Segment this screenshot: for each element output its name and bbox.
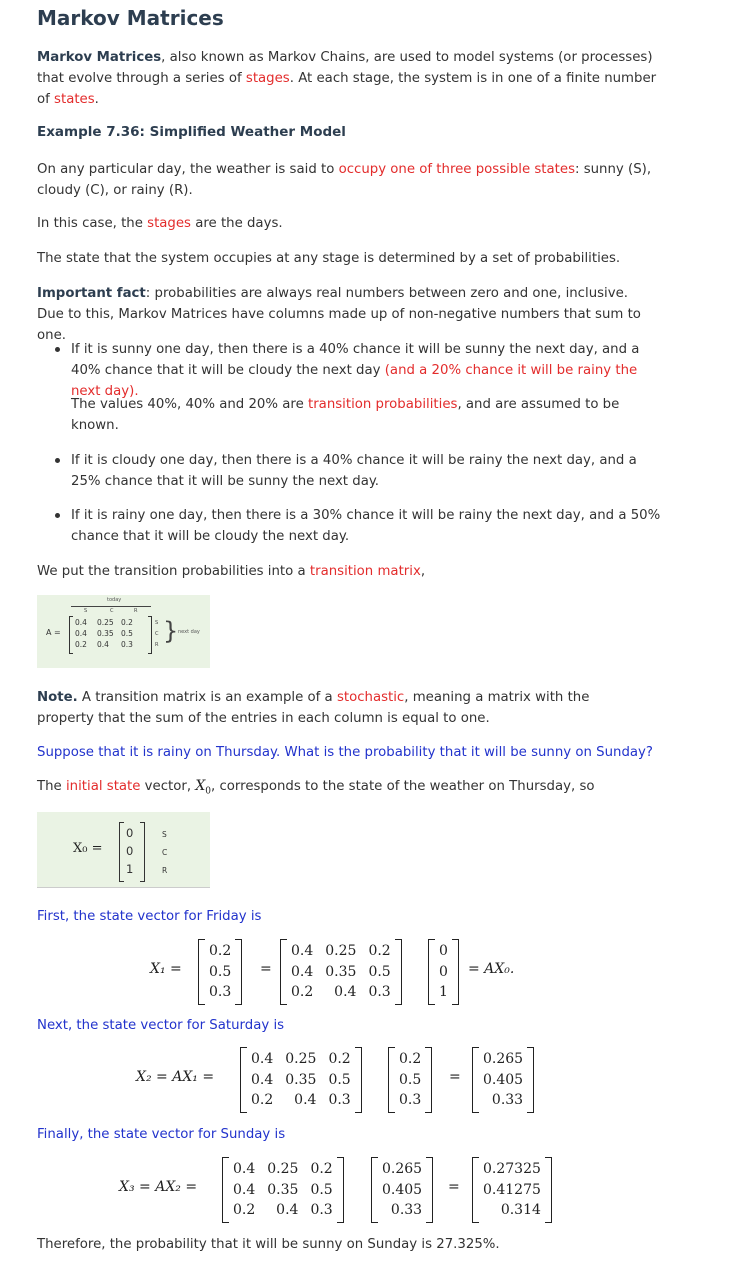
bullet-rainy: If it is rainy one day, then there is a 30% chance it will be rainy the next day, and a 50% chance that it will be cloudy the next day.: [71, 508, 661, 544]
col-label-s: S: [84, 608, 88, 614]
matrix-cell: 0.2: [233, 1202, 256, 1218]
friday-result-vector: [198, 939, 242, 1005]
bullet-marker: [55, 513, 60, 518]
right-bracket: [148, 616, 152, 654]
matrix-cell: 0.2: [121, 618, 133, 627]
saturday-transition-matrix: [240, 1047, 362, 1113]
initial-state-image: [37, 812, 210, 888]
p6-text: The: [37, 779, 66, 794]
x0-symbol: X: [195, 778, 206, 794]
intro-paragraph: [37, 47, 657, 110]
intro-text-3: .: [94, 92, 99, 107]
vector-cell: 0.265: [382, 1161, 423, 1177]
p5-text: We put the transition probabilities into a: [37, 564, 310, 579]
example-heading: Example 7.36: Simplified Weather Model: [37, 124, 346, 140]
initial-state-paragraph: [37, 776, 595, 803]
matrix-cell: 0.35: [267, 1181, 299, 1198]
stochastic-note: [37, 687, 637, 729]
vector-cell: 1: [439, 984, 448, 1000]
vector-cell: 0: [439, 943, 448, 959]
x0-labels: [162, 826, 167, 880]
vector-cell: 0.33: [491, 1092, 524, 1108]
vector-cell: 0.41275: [483, 1181, 541, 1198]
vector-cell: 0.27325: [483, 1161, 541, 1177]
link-transition-matrix[interactable]: transition matrix: [309, 564, 421, 579]
link-stages-2[interactable]: stages: [147, 216, 191, 231]
matrix-cell: 0.4: [334, 984, 357, 1000]
transition-matrix-paragraph: [37, 561, 425, 582]
stages-paragraph: [37, 213, 283, 234]
question-text: Suppose that it is rainy on Thursday. What is the probability that it will be sunny on Sunday?: [37, 745, 653, 760]
friday-tail: = AX₀.: [468, 961, 515, 977]
weather-states-paragraph: [37, 159, 657, 201]
row-label-s: S: [155, 620, 159, 626]
today-brace: [71, 606, 151, 607]
x0-label: R: [162, 866, 168, 875]
sunday-equals: =: [448, 1179, 460, 1195]
matrix-cell: 0.35: [325, 963, 357, 980]
sunday-result-vector: [472, 1157, 552, 1223]
col-label-r: R: [134, 608, 138, 614]
transition-probabilities-note: [71, 394, 641, 436]
vector-cell: 0.33: [390, 1202, 423, 1218]
important-fact-label: Important fact: [37, 286, 146, 301]
x0-subscript: 0: [205, 786, 212, 797]
left-bracket: [69, 616, 73, 654]
vector-cell: 0.405: [382, 1181, 423, 1198]
x0-right-bracket: [140, 822, 145, 882]
matrix-cell: 0.5: [368, 963, 391, 980]
page-title: Markov Matrices: [37, 6, 224, 30]
matrix-a-label: A =: [46, 628, 61, 637]
sunday-state-vector: [371, 1157, 433, 1223]
p1-text: On any particular day, the weather is said to: [37, 162, 339, 177]
p2-text-2: are the days.: [190, 216, 283, 231]
next-day-brace: }: [163, 617, 179, 645]
probabilities-paragraph: The state that the system occupies at any stage is determined by a set of probabilities.: [37, 251, 621, 266]
vector-cell: 0: [439, 963, 448, 980]
col-label-c: C: [110, 608, 114, 614]
bullet-cloudy: If it is cloudy one day, then there is a 40% chance it will be rainy the next day, and a 25% chance that it will be sunny the next day.: [71, 453, 637, 489]
matrix-cell: 0.25: [267, 1161, 299, 1177]
link-states[interactable]: states: [54, 92, 95, 107]
intro-term: Markov Matrices: [37, 50, 162, 65]
x0-label: C: [162, 848, 168, 857]
note-text-2: , and are assumed to be known.: [71, 397, 620, 433]
x0-lhs: X₀ =: [73, 841, 103, 856]
matrix-cell: 0.4: [251, 1051, 274, 1067]
saturday-lhs: X₂ = AX₁ =: [136, 1069, 215, 1085]
matrix-cell: 0.3: [121, 640, 133, 649]
bullet-marker: [55, 458, 60, 463]
saturday-result-vector: [472, 1047, 534, 1113]
matrix-cell: 0.2: [368, 943, 391, 959]
x0-value: 0: [126, 826, 134, 840]
matrix-cell: 0.3: [310, 1202, 333, 1218]
p2-text: In this case, the: [37, 216, 148, 231]
matrix-cell: 0.2: [75, 640, 87, 649]
sunday-label: Finally, the state vector for Sunday is: [37, 1127, 286, 1142]
link-rainy-chance[interactable]: (and a 20% chance it will be rainy the next day).: [71, 363, 638, 399]
intro-text-2: . At each stage, the system is in one of a finite number of: [37, 71, 657, 107]
p1-text-2: : sunny (S), cloudy (C), or rainy (R).: [37, 162, 652, 198]
row-labels: [155, 618, 159, 651]
matrix-cell: 0.2: [328, 1051, 351, 1067]
transition-matrix-image: [37, 595, 210, 668]
x0-value: 1: [126, 862, 134, 876]
stochastic-text: A transition matrix is an example of a: [77, 690, 337, 705]
friday-state-vector: [428, 939, 459, 1005]
friday-transition-matrix: [280, 939, 402, 1005]
link-occupy-states[interactable]: occupy one of three possible states: [338, 162, 575, 177]
matrix-cell: 0.35: [97, 629, 114, 638]
saturday-state-vector: [388, 1047, 432, 1113]
matrix-cell: 0.25: [325, 943, 357, 959]
vector-cell: 0.2: [209, 943, 232, 959]
important-fact-text: : probabilities are always real numbers between zero and one, inclusive. Due to this, Markov Matrices have columns made up of non-negative numbers that sum to one.: [37, 286, 641, 343]
sunday-lhs: X₃ = AX₂ =: [119, 1179, 198, 1195]
friday-lhs: X₁ =: [150, 961, 182, 977]
row-label-r: R: [155, 642, 159, 648]
bullet-sunny: [71, 339, 661, 402]
matrix-cell: 0.4: [75, 629, 87, 638]
link-initial-state[interactable]: initial state: [65, 779, 141, 794]
intro-text: , also known as Markov Chains, are used to model systems (or processes) that evolve through a series of: [37, 50, 653, 86]
link-stages[interactable]: stages: [245, 71, 290, 86]
stochastic-text-2: , meaning a matrix with the property that the sum of the entries in each column is equal to one.: [37, 690, 590, 726]
matrix-cell: 0.35: [285, 1071, 317, 1088]
row-label-c: C: [155, 631, 159, 637]
vector-cell: 0.405: [483, 1071, 524, 1088]
bullet-marker: [55, 347, 60, 352]
conclusion-text: Therefore, the probability that it will be sunny on Sunday is 27.325%.: [37, 1237, 500, 1252]
matrix-cell: 0.3: [328, 1092, 351, 1108]
matrix-cell: 0.4: [294, 1092, 317, 1108]
vector-cell: 0.2: [399, 1051, 422, 1067]
matrix-cell: 0.3: [368, 984, 391, 1000]
friday-label: First, the state vector for Friday is: [37, 909, 262, 924]
vector-cell: 0.5: [209, 963, 232, 980]
p5-text-2: ,: [420, 564, 426, 579]
link-transition-probabilities[interactable]: transition probabilities: [307, 397, 458, 412]
vector-cell: 0.265: [483, 1051, 524, 1067]
matrix-cell: 0.5: [121, 629, 133, 638]
friday-equals: =: [260, 961, 272, 977]
bullet-sunny-text: If it is sunny one day, then there is a 40% chance it will be sunny the next day, and a 40% chance that it will be cloudy the next day: [71, 342, 640, 378]
sunday-transition-matrix: [222, 1157, 344, 1223]
note-text: The values 40%, 40% and 20% are: [71, 397, 308, 412]
x0-left-bracket: [119, 822, 124, 882]
vector-cell: 0.3: [399, 1092, 422, 1108]
note-label: Note.: [37, 690, 78, 705]
today-label: today: [107, 597, 122, 603]
matrix-cell: 0.5: [310, 1181, 333, 1198]
matrix-cell: 0.2: [251, 1092, 274, 1108]
matrix-cell: 0.4: [233, 1181, 256, 1198]
matrix-cell: 0.4: [276, 1202, 299, 1218]
matrix-cell: 0.4: [97, 640, 109, 649]
x0-values: [126, 824, 133, 878]
matrix-cell: 0.4: [75, 618, 87, 627]
saturday-equals: =: [449, 1069, 461, 1085]
matrix-cell: 0.25: [285, 1051, 317, 1067]
x0-value: 0: [126, 844, 134, 858]
matrix-cell: 0.4: [291, 963, 314, 980]
matrix-cell: 0.2: [291, 984, 314, 1000]
important-fact-paragraph: [37, 283, 647, 346]
p6-text-2: vector,: [140, 779, 196, 794]
matrix-cell: 0.2: [310, 1161, 333, 1177]
matrix-cell: 0.5: [328, 1071, 351, 1088]
matrix-cell: 0.25: [97, 618, 114, 627]
vector-cell: 0.314: [500, 1202, 541, 1218]
next-day-label: next day: [178, 629, 200, 635]
matrix-cell: 0.4: [251, 1071, 274, 1088]
saturday-label: Next, the state vector for Saturday is: [37, 1018, 285, 1033]
x0-label: S: [162, 830, 167, 839]
matrix-cell: 0.4: [233, 1161, 256, 1177]
vector-cell: 0.5: [399, 1071, 422, 1088]
matrix-cell: 0.4: [291, 943, 314, 959]
matrix-values: [75, 617, 141, 650]
link-stochastic[interactable]: stochastic: [336, 690, 405, 705]
vector-cell: 0.3: [209, 984, 232, 1000]
p6-text-3: , corresponds to the state of the weather on Thursday, so: [211, 779, 595, 794]
